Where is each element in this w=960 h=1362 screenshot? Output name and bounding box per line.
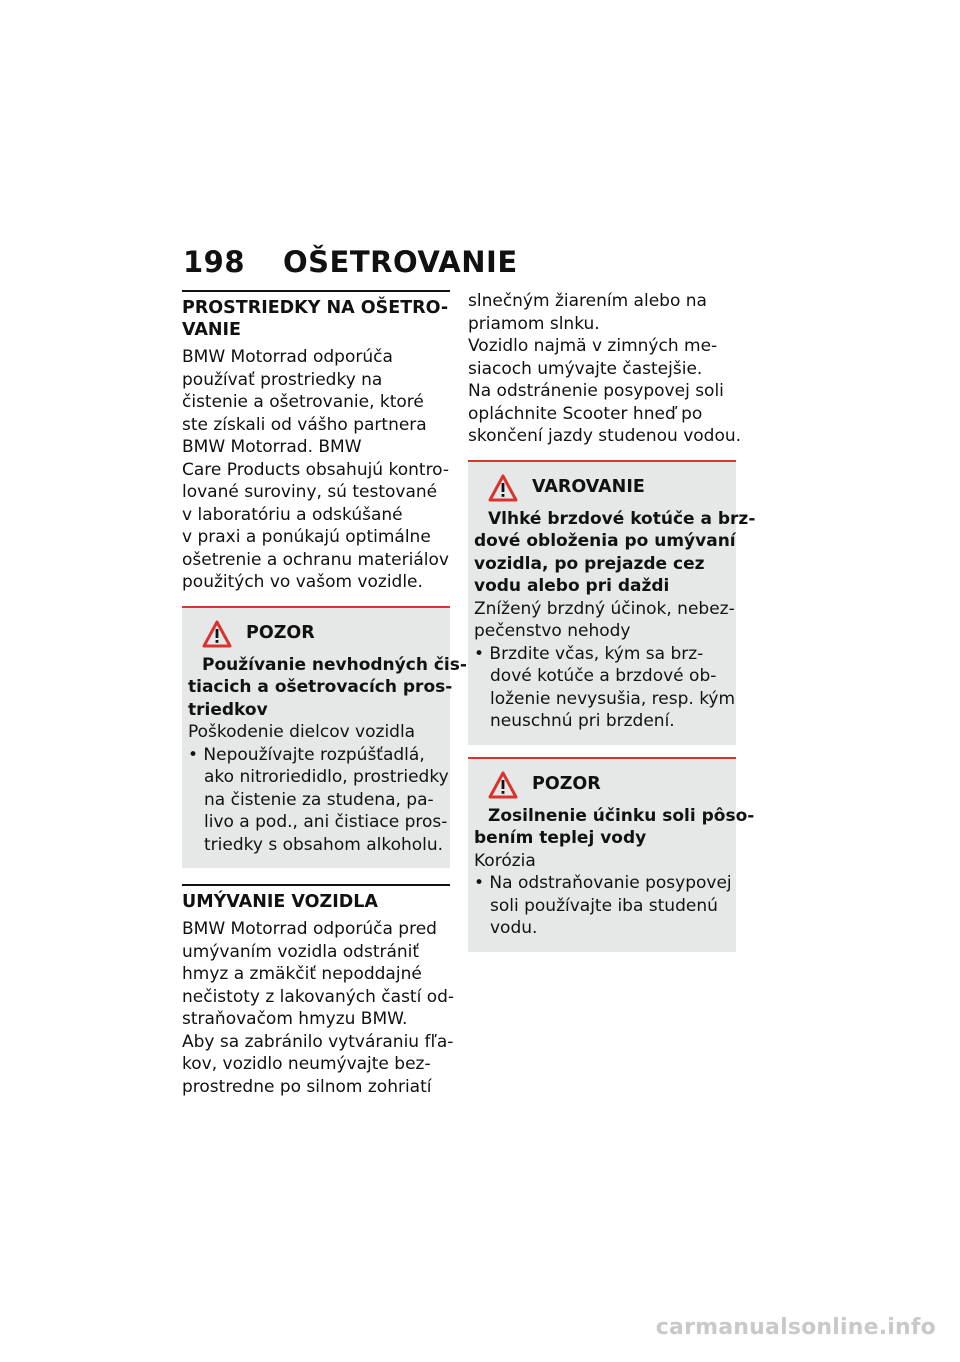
- section-title-care-products: PROSTRIEDKY NA OŠETRO- VANIE: [182, 290, 450, 341]
- washing-paragraph: BMW Motorrad odporúča pred umývaním vozidla odstrániť hmyz a zmäkčiť nepoddajné nečistoty z lakovaných častí od- straňovačom hmyzu BMW. Aby sa zabránilo vytváraniu fľa- kov, vozidlo neumývajte bez- prostredne po silnom zohriatí: [182, 919, 455, 1097]
- right-column: [468, 290, 756, 952]
- notice-label: VAROVANIE: [532, 477, 645, 498]
- notice-title: Zosilnenie účinku soli pôso- bením teplej vody: [474, 805, 755, 848]
- washing-paragraph-continued: slnečným žiarením alebo na priamom slnku. Vozidlo najmä v zimných me- siacoch umývajte častejšie. Na odstránenie posypovej soli opláchnite Scooter hneď po skončení jazdy studenou vodou.: [468, 291, 742, 446]
- notice-caution-cleaning-agents: [182, 606, 467, 869]
- warning-triangle-icon: [488, 771, 518, 799]
- notice-warning-wet-brakes: [468, 460, 756, 745]
- notice-title: Vlhké brzdové kotúče a brz- dové obloženia po umývaní vozidla, po prejazde cez vodu alebo pri daždi: [474, 508, 756, 596]
- page-header: [183, 245, 518, 279]
- notice-title: Používanie nevhodných čis- tiacich a ošetrovacích pros- triedkov: [188, 654, 467, 720]
- notice-body: Korózia • Na odstraňovanie posypovej soli používajte iba studenú vodu.: [474, 850, 732, 938]
- section-title-washing: UMÝVANIE VOZIDLA: [182, 884, 450, 913]
- care-products-paragraph: BMW Motorrad odporúča používať prostriedky na čistenie a ošetrovanie, ktoré ste získali od vášho partnera BMW Motorrad. BMW Care Products obsahujú kontro- lované suroviny, sú testované v laboratóriu a odskúšané v praxi a ponúkajú optimálne ošetrenie a ochranu materiálov použitých vo vašom vozidle.: [182, 347, 450, 592]
- watermark: carmanualsonline.info: [655, 1315, 936, 1340]
- warning-triangle-icon: [488, 474, 518, 502]
- left-column: [182, 290, 467, 1098]
- warning-triangle-icon: [202, 620, 232, 648]
- notice-label: POZOR: [532, 774, 601, 795]
- notice-body: Poškodenie dielcov vozidla • Nepoužívajte rozpúšťadlá, ako nitroriedidlo, prostriedky na čistenie za studena, pa- livo a pod., ani čistiace pros- triedky s obsahom alkoholu.: [188, 722, 449, 855]
- page-number: 198: [183, 245, 246, 279]
- chapter-title: OŠETROVANIE: [283, 245, 518, 279]
- notice-caution-warm-water: [468, 757, 755, 952]
- notice-body: Znížený brzdný účinok, nebez- pečenstvo nehody • Brzdite včas, kým sa brz- dové kotúče a brzdové ob- loženie nevysušia, resp. kým neuschnú pri brzdení.: [474, 598, 736, 731]
- notice-label: POZOR: [246, 623, 315, 644]
